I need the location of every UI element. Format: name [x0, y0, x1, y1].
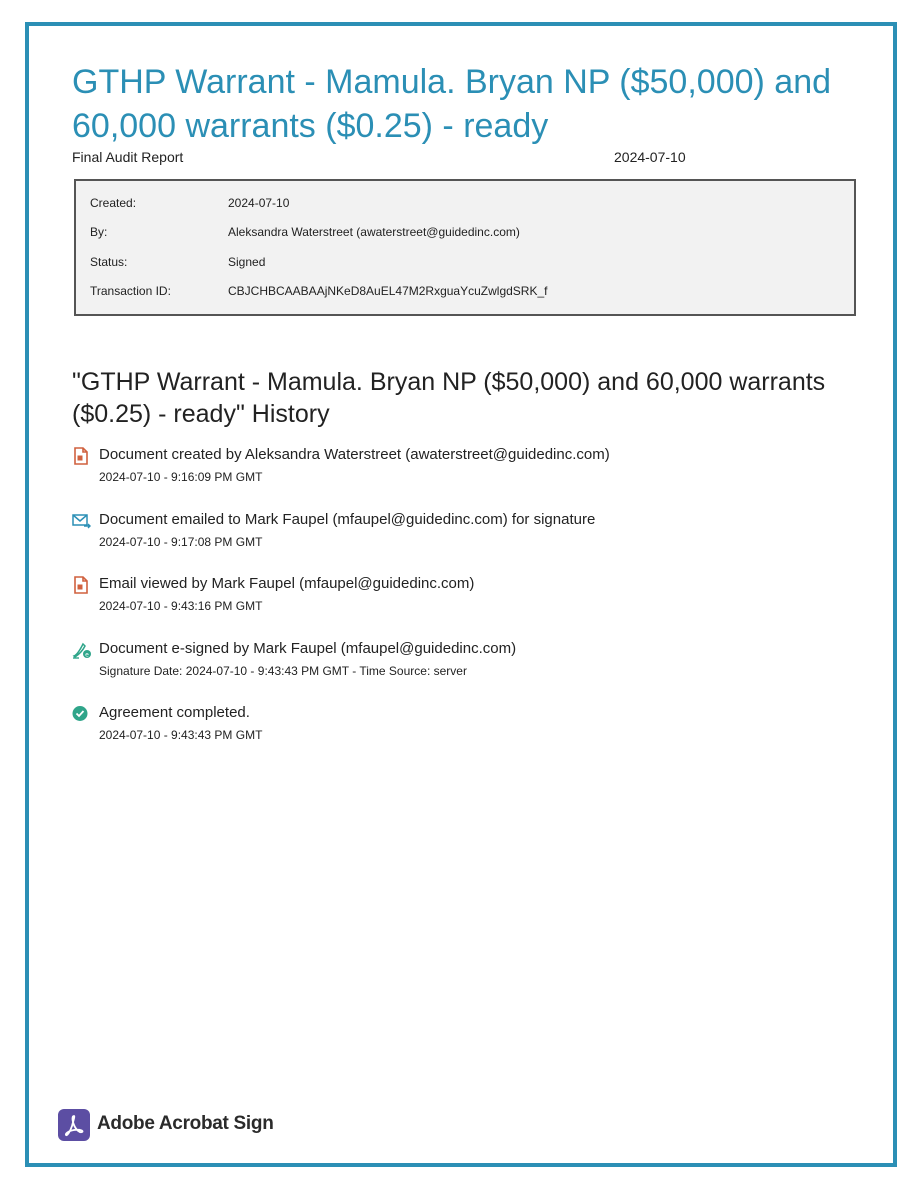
email-icon: [72, 512, 90, 530]
event-timestamp: 2024-07-10 - 9:43:16 PM GMT: [99, 599, 263, 613]
event-text: Agreement completed.: [99, 704, 250, 721]
document-icon: [72, 447, 90, 465]
created-value: 2024-07-10: [228, 196, 290, 210]
report-date: 2024-07-10: [614, 149, 686, 165]
document-icon: [72, 576, 90, 594]
event-timestamp: 2024-07-10 - 9:17:08 PM GMT: [99, 535, 263, 549]
event-text: Document e-signed by Mark Faupel (mfaupel@guidedinc.com): [99, 640, 517, 657]
transaction-label: Transaction ID:: [90, 284, 171, 298]
transaction-value: CBJCHBCAABAAjNKeD8AuEL47M2RxguaYcuZwlgdSRK_f: [228, 284, 548, 298]
history-title: "GTHP Warrant - Mamula. Bryan NP ($50,000) and 60,000 warrants ($0.25) - ready" History: [72, 368, 826, 428]
event-timestamp: 2024-07-10 - 9:16:09 PM GMT: [99, 470, 263, 484]
by-value: Aleksandra Waterstreet (awaterstreet@guidedinc.com): [228, 225, 520, 239]
event-timestamp: 2024-07-10 - 9:43:43 PM GMT: [99, 728, 263, 742]
by-label: By:: [90, 225, 108, 239]
svg-text:e: e: [85, 651, 89, 659]
check-circle-icon: [72, 705, 90, 723]
event-text: Document created by Aleksandra Waterstreet (awaterstreet@guidedinc.com): [99, 446, 610, 463]
document-title: GTHP Warrant - Mamula. Bryan NP ($50,000) and 60,000 warrants ($0.25) - ready: [72, 63, 832, 145]
summary-box: [74, 179, 856, 316]
report-subtitle: Final Audit Report: [72, 149, 184, 165]
created-label: Created:: [90, 196, 137, 210]
brand-name: Adobe Acrobat Sign: [97, 1113, 274, 1134]
status-label: Status:: [90, 255, 128, 269]
event-timestamp: Signature Date: 2024-07-10 - 9:43:43 PM GMT - Time Source: server: [99, 664, 467, 678]
event-text: Email viewed by Mark Faupel (mfaupel@guidedinc.com): [99, 575, 475, 592]
event-text: Document emailed to Mark Faupel (mfaupel@guidedinc.com) for signature: [99, 511, 596, 528]
acrobat-logo-icon: [58, 1109, 90, 1141]
status-value: Signed: [228, 255, 266, 269]
esign-pen-icon: [72, 641, 90, 659]
